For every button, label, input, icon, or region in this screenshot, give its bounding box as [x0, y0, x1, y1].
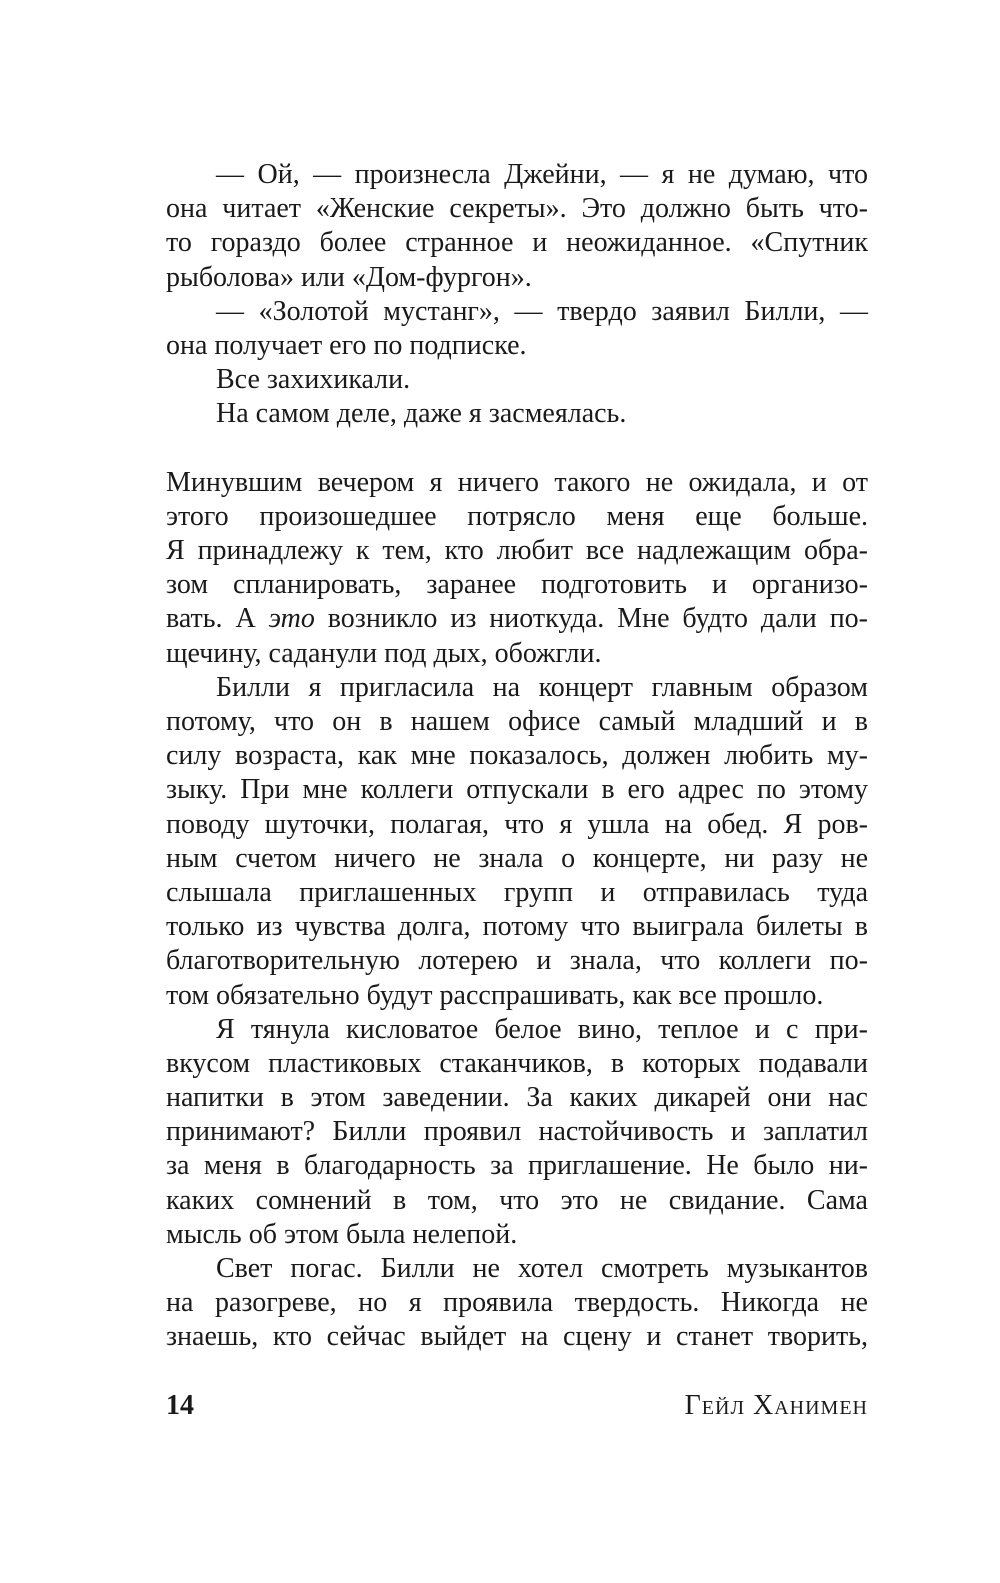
text-line: знаешь, кто сейчас выйдет на сцену и станет творить,: [166, 1321, 868, 1353]
text-line: только из чувства долга, потому что выиграла билеты в: [166, 911, 868, 943]
text-line: Я тянула кисловатое белое вино, теплое и с при-: [216, 1013, 868, 1045]
body-block: [166, 671, 868, 1355]
running-author: Гейл Ханимен: [684, 1390, 868, 1421]
text-line: Билли я пригласила на концерт главным образом: [216, 671, 868, 703]
text-line: Свет погас. Билли не хотел смотреть музыкантов: [216, 1253, 868, 1284]
text-line: Минувшим вечером я ничего такого не ожидала, и от: [166, 466, 868, 498]
text-line: за меня в благодарность за приглашение. Не было ни-: [166, 1150, 868, 1182]
text-line: На самом деле, даже я засмеялась.: [216, 398, 627, 430]
text-line: Все захихикали.: [216, 364, 411, 396]
text-line: потому, что он в нашем офисе самый младший и в: [166, 706, 868, 737]
paragraph-opening: [166, 466, 868, 671]
page-text: [166, 158, 868, 1355]
text-line: этого произошедшее потрясло меня еще больше.: [166, 500, 868, 532]
text-line: Я принадлежу к тем, кто любит все надлежащим обра-: [166, 535, 868, 567]
text-fragment: возникло из ниоткуда. Мне будто дали по-: [314, 603, 869, 635]
text-line: щечину, саданули под дых, обожгли.: [166, 637, 602, 669]
text-line: принимают? Билли проявил настойчивость и заплатил: [166, 1116, 868, 1148]
text-line: то гораздо более странное и неожиданное. «Спутник: [166, 227, 868, 259]
text-line: — «Золотой мустанг», — твердо заявил Билли, —: [216, 295, 868, 327]
text-line: ным счетом ничего не знала о концерте, ни разу не: [166, 842, 868, 874]
section-break: [166, 432, 868, 466]
text-line: силу возраста, как мне показалось, должен любить му-: [166, 740, 868, 772]
text-fragment: вать. А: [166, 603, 269, 635]
text-line: зыку. При мне коллеги отпускали в его адрес по этому: [166, 774, 868, 806]
text-line: напитки в этом заведении. За каких дикарей они нас: [166, 1082, 868, 1114]
text-line: она получает его по подписке.: [166, 329, 527, 361]
text-line: — Ой, — произнесла Джейни, — я не думаю, что: [216, 159, 868, 190]
text-line: слышала приглашенных групп и отправилась туда: [166, 876, 868, 908]
text-line: на разогреве, но я проявила твердость. Никогда не: [166, 1287, 868, 1319]
text-line: она читает «Женские секреты». Это должно быть что-: [166, 193, 868, 225]
text-line: благотворительную лотерею и знала, что коллеги по-: [166, 945, 868, 977]
text-line: каких сомнений в том, что это не свидание. Сама: [166, 1184, 868, 1216]
text-line: том обязательно будут расспрашивать, как все прошло.: [166, 979, 824, 1011]
text-line: зом спланировать, заранее подготовить и организо-: [166, 569, 868, 601]
text-line: поводу шуточки, полагая, что я ушла на обед. Я ров-: [166, 808, 868, 840]
text-line: мысль об этом была нелепой.: [166, 1218, 518, 1250]
italic-emphasis: это: [268, 603, 315, 635]
text-line: рыболова» или «Дом-фургон».: [166, 261, 532, 293]
page-number: 14: [166, 1390, 194, 1421]
text-line: вкусом пластиковых стаканчиков, в которых подавали: [166, 1047, 868, 1079]
text-line: [166, 602, 868, 636]
page-footer: [166, 1390, 868, 1430]
dialogue-block: [166, 158, 868, 432]
